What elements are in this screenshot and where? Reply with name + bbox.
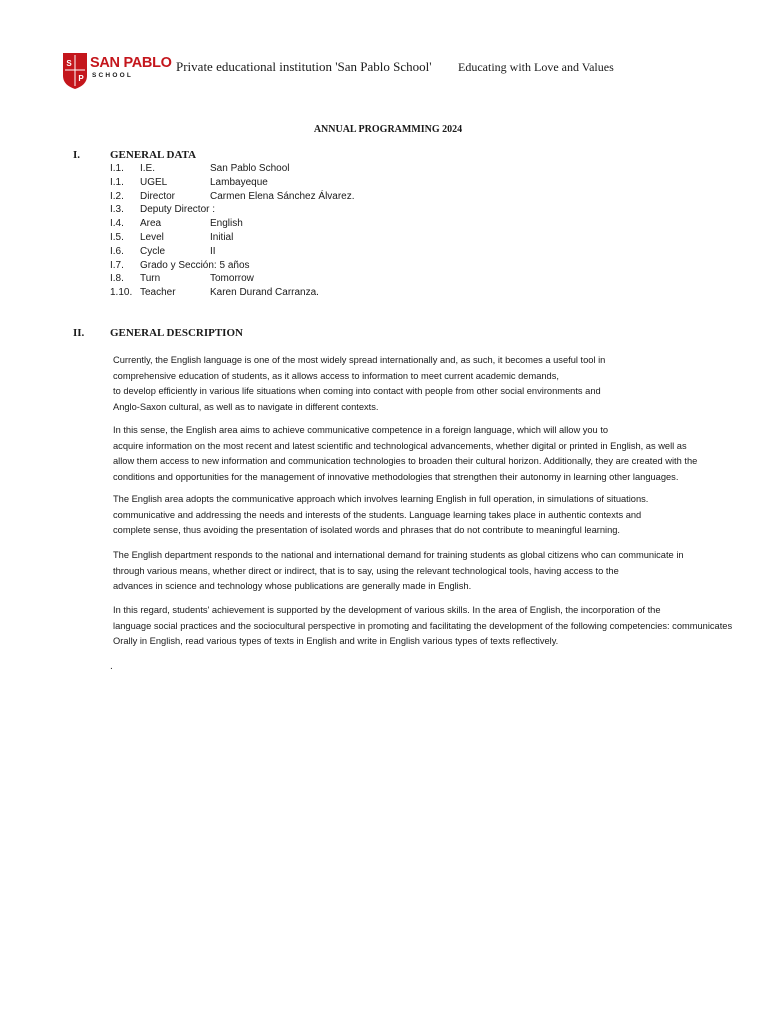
paragraph-line: The English area adopts the communicative approach which involves learning English in full operation, in simulations of situations. — [113, 494, 649, 504]
general-data-label: Area — [140, 218, 162, 230]
school-logo — [62, 52, 172, 92]
description-paragraph — [113, 423, 753, 485]
general-data-num: I.1. — [110, 176, 124, 188]
description-paragraph — [113, 353, 753, 415]
general-data-num: I.6. — [110, 245, 124, 257]
document-title: ANNUAL PROGRAMMING 2024 — [313, 124, 463, 135]
paragraph-line: complete sense, thus avoiding the presentation of isolated words and phrases that do not contribute to meaningful learning. — [113, 525, 621, 535]
paragraph-line: conditions and opportunities for the management of innovative methodologies that strengthen their autonomy in learning other languages. — [113, 471, 679, 482]
paragraph-line: Currently, the English language is one of the most widely spread internationally and, as such, it becomes a useful tool in — [113, 355, 606, 365]
paragraph-line: Orally in English, read various types of texts in English and write in English various types of texts reflectively. — [113, 636, 559, 646]
paragraph-line: language social practices and the sociocultural perspective in promoting and facilitating the development of the following competencies: communicates — [113, 620, 733, 631]
general-data-num: I.5. — [110, 232, 124, 243]
general-data-value: II — [210, 245, 216, 257]
general-data-label: UGEL — [140, 176, 168, 188]
school-motto: Educating with Love and Values — [458, 60, 614, 74]
general-data-num: I.1. — [110, 163, 124, 174]
description-paragraph — [113, 603, 753, 650]
paragraph-line: advances in science and technology whose publications are generally made in English. — [113, 581, 472, 591]
logo-name: SAN PABLO — [90, 55, 172, 71]
section-2-number: II. — [73, 327, 85, 339]
section-1-title: GENERAL DATA — [110, 149, 197, 161]
paragraph-line: through various means, whether direct or indirect, that is to say, using the relevant technological tools, having access to the — [113, 565, 619, 576]
section-2-title: GENERAL DESCRIPTION — [110, 327, 243, 339]
general-data-value: Carmen Elena Sánchez Álvarez. — [210, 190, 355, 202]
general-data-label: Turn — [140, 273, 161, 285]
general-data-value: Tomorrow — [210, 273, 254, 285]
document-header — [62, 50, 762, 92]
general-data-value: Lambayeque — [210, 176, 268, 188]
general-data-num: I.3. — [110, 204, 124, 216]
section-1-number: I. — [73, 149, 81, 161]
description-paragraph — [113, 548, 753, 595]
general-data-value: Initial — [210, 232, 234, 243]
logo-subtitle: SCHOOL — [92, 72, 134, 79]
general-data-num: I.8. — [110, 273, 124, 285]
description-paragraph — [113, 492, 753, 539]
general-data-label: I.E. — [140, 163, 156, 174]
institution-name: Private educational institution 'San Pablo School' — [176, 59, 432, 74]
school-shield-icon — [62, 52, 88, 90]
general-data-num: I.7. — [110, 259, 124, 271]
general-data-value: San Pablo School — [210, 163, 290, 174]
trailing-dot: . — [110, 661, 113, 672]
paragraph-line: comprehensive education of students, as it allows access to information to meet current academic demands, — [113, 370, 559, 381]
general-data-label: Grado y Sección: 5 años — [140, 259, 250, 271]
general-data-label: Teacher — [140, 287, 176, 299]
paragraph-line: The English department responds to the national and international demand for training students as global citizens who can communicate in — [113, 550, 684, 560]
general-data-label: Deputy Director : — [140, 204, 216, 216]
paragraph-line: communicative and addressing the needs and interests of the students. Language learning takes place in authentic contexts and — [113, 509, 642, 520]
paragraph-line: In this regard, students' achievement is supported by the development of various skills. In the area of English, the incorporation of the — [113, 605, 661, 615]
paragraph-line: acquire information on the most recent and latest scientific and technological advancements, whether digital or printed in English, as well as — [113, 440, 687, 451]
general-data-label: Cycle — [140, 245, 166, 257]
paragraph-line: Anglo-Saxon cultural, as well as to navigate in different contexts. — [113, 401, 379, 412]
general-data-num: 1.10. — [110, 287, 133, 299]
general-data-num: I.2. — [110, 190, 124, 202]
paragraph-line: allow them access to new information and communication technologies to broaden their cultural horizon. Additionally, they are created with the — [113, 456, 698, 466]
general-data-label: Level — [140, 232, 164, 243]
general-data-num: I.4. — [110, 218, 124, 230]
paragraph-line: In this sense, the English area aims to achieve communicative competence in a foreign language, which will allow you to — [113, 425, 609, 435]
shield-letter-s: S — [66, 59, 72, 68]
general-data-value: Karen Durand Carranza. — [210, 287, 319, 299]
general-data-value: English — [210, 218, 243, 230]
shield-letter-p: P — [78, 74, 84, 83]
paragraph-line: to develop efficiently in various life situations when coming into contact with people from other social environments and — [113, 386, 601, 396]
general-data-label: Director — [140, 190, 176, 202]
